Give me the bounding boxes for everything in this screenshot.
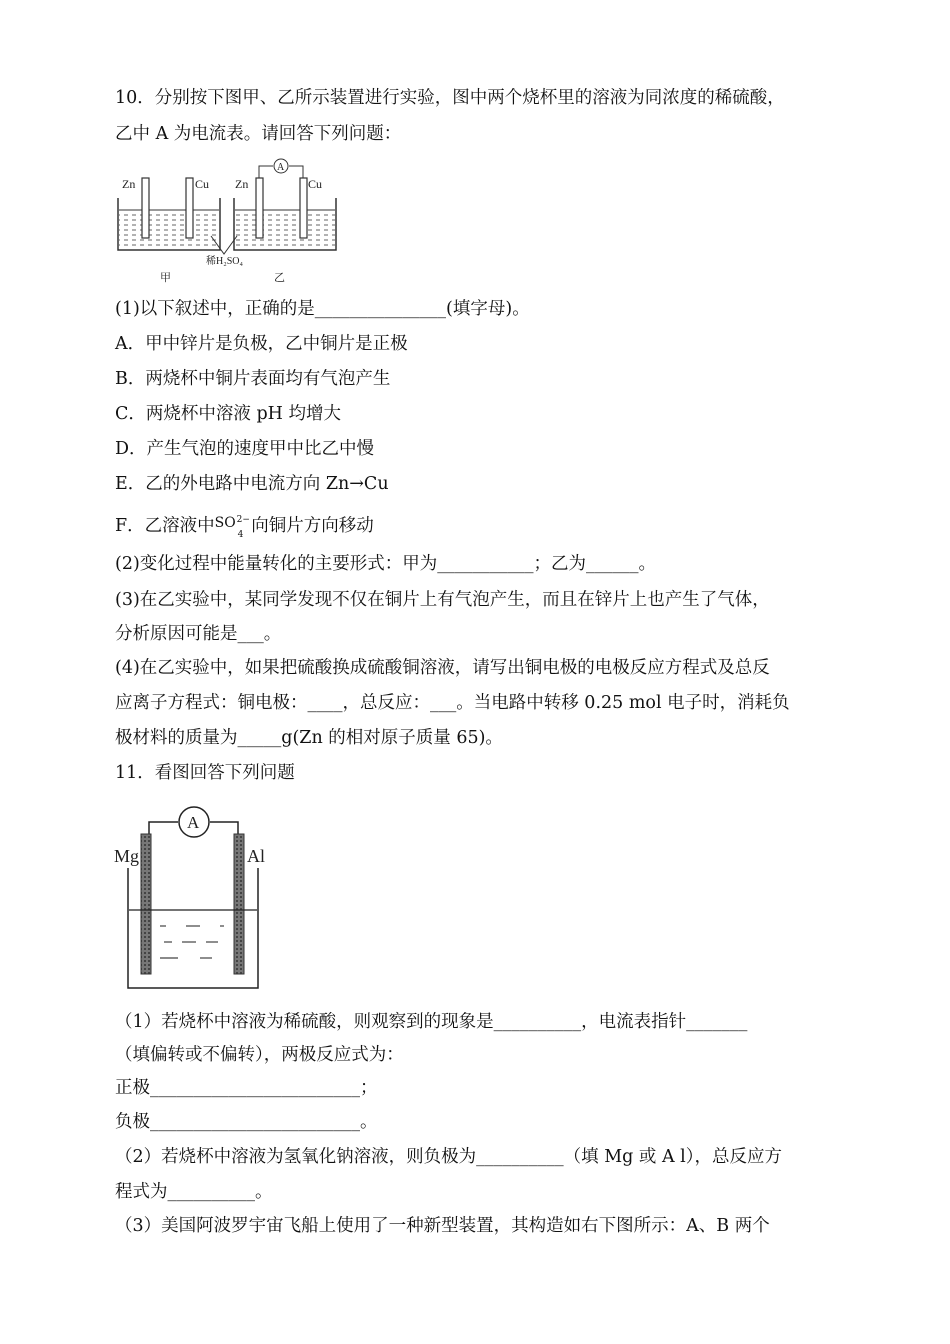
q10-option-e: E．乙的外电路中电流方向 Zn→Cu xyxy=(115,474,389,494)
q10-part1: (1)以下叙述中，正确的是_______________(填字母)。 xyxy=(115,299,530,319)
ammeter-label: A xyxy=(187,813,200,832)
solution-dashes xyxy=(160,926,224,958)
q11-figure xyxy=(112,796,272,991)
cu-electrode-yi xyxy=(300,178,307,238)
q11-part2-line2: 程式为__________。 xyxy=(115,1182,273,1202)
q10-option-a: A．甲中锌片是负极，乙中铜片是正极 xyxy=(115,334,408,354)
solution-label: 稀H₂SO₄ xyxy=(206,256,243,267)
wire-left xyxy=(149,822,178,834)
q10-part4-line3: 极材料的质量为_____g(Zn 的相对原子质量 65)。 xyxy=(115,728,503,748)
wire-yi xyxy=(259,166,273,178)
al-label: Al xyxy=(247,846,265,866)
label-jia: 甲 xyxy=(160,272,171,283)
wire-right xyxy=(210,822,238,834)
mg-label: Mg xyxy=(114,846,140,866)
option-f-prefix: F．乙溶液中 xyxy=(115,516,215,536)
q10-option-b: B．两烧杯中铜片表面均有气泡产生 xyxy=(115,369,391,389)
q10-part3-line1: (3)在乙实验中，某同学发现不仅在铜片上有气泡产生，而且在锌片上也产生了气体， xyxy=(115,590,770,610)
mg-electrode xyxy=(141,834,151,974)
q11-title: 11．看图回答下列问题 xyxy=(115,763,295,783)
sulfate-ion xyxy=(214,515,250,540)
cu-electrode-jia xyxy=(186,178,193,238)
sulfate-symbol: SO xyxy=(214,515,236,531)
sulfate-charge: 2− xyxy=(236,515,250,525)
q11-part2-line1: （2）若烧杯中溶液为氢氧化钠溶液，则负极为__________（填 Mg 或 A l），总反应方 xyxy=(115,1147,782,1167)
q11-part1-line1: （1）若烧杯中溶液为稀硫酸，则观察到的现象是__________，电流表指针_______ xyxy=(115,1012,748,1032)
q10-part4-line1: (4)在乙实验中，如果把硫酸换成硫酸铜溶液，请写出铜电极的电极反应方程式及总反 xyxy=(115,658,770,678)
q11-part1-line2: （填偏转或不偏转），两极反应式为： xyxy=(115,1045,404,1065)
q10-intro-line2: 乙中 A 为电流表。请回答下列问题： xyxy=(115,124,402,144)
q10-option-f xyxy=(115,514,374,539)
q10-intro-line1: 10．分别按下图甲、乙所示装置进行实验，图中两个烧杯里的溶液为同浓度的稀硫酸， xyxy=(115,88,785,108)
zn-electrode-jia xyxy=(142,178,149,238)
q10-part4-line2: 应离子方程式：铜电极：____，总反应：___。当电路中转移 0.25 mol 电子时，消耗负 xyxy=(115,693,790,713)
cu-label-yi: Cu xyxy=(308,177,323,191)
cu-label-jia: Cu xyxy=(195,177,210,191)
q11-part3-line1: （3）美国阿波罗宇宙飞船上使用了一种新型装置，其构造如右下图所示：A、B 两个 xyxy=(115,1216,770,1236)
al-electrode xyxy=(234,834,244,974)
zn-label-jia: Zn xyxy=(122,177,136,191)
label-yi: 乙 xyxy=(274,272,285,283)
q10-figure xyxy=(116,158,346,283)
sulfate-subscript: 4 xyxy=(237,530,244,540)
solution-yi xyxy=(235,210,335,249)
zn-label-yi: Zn xyxy=(235,177,249,191)
q11-positive-electrode: 正极________________________； xyxy=(115,1078,378,1098)
option-f-suffix: 向铜片方向移动 xyxy=(245,516,374,536)
q10-option-c: C．两烧杯中溶液 pH 均增大 xyxy=(115,404,341,424)
q10-option-d: D．产生气泡的速度甲中比乙中慢 xyxy=(115,439,375,459)
q11-negative-electrode: 负极________________________。 xyxy=(115,1112,378,1132)
q10-part2: (2)变化过程中能量转化的主要形式：甲为___________；乙为______。 xyxy=(115,554,657,574)
solution-jia xyxy=(119,210,219,249)
zn-electrode-yi xyxy=(256,178,263,238)
ammeter-label-yi: A xyxy=(277,162,285,173)
q10-part3-line2: 分析原因可能是___。 xyxy=(115,624,282,644)
